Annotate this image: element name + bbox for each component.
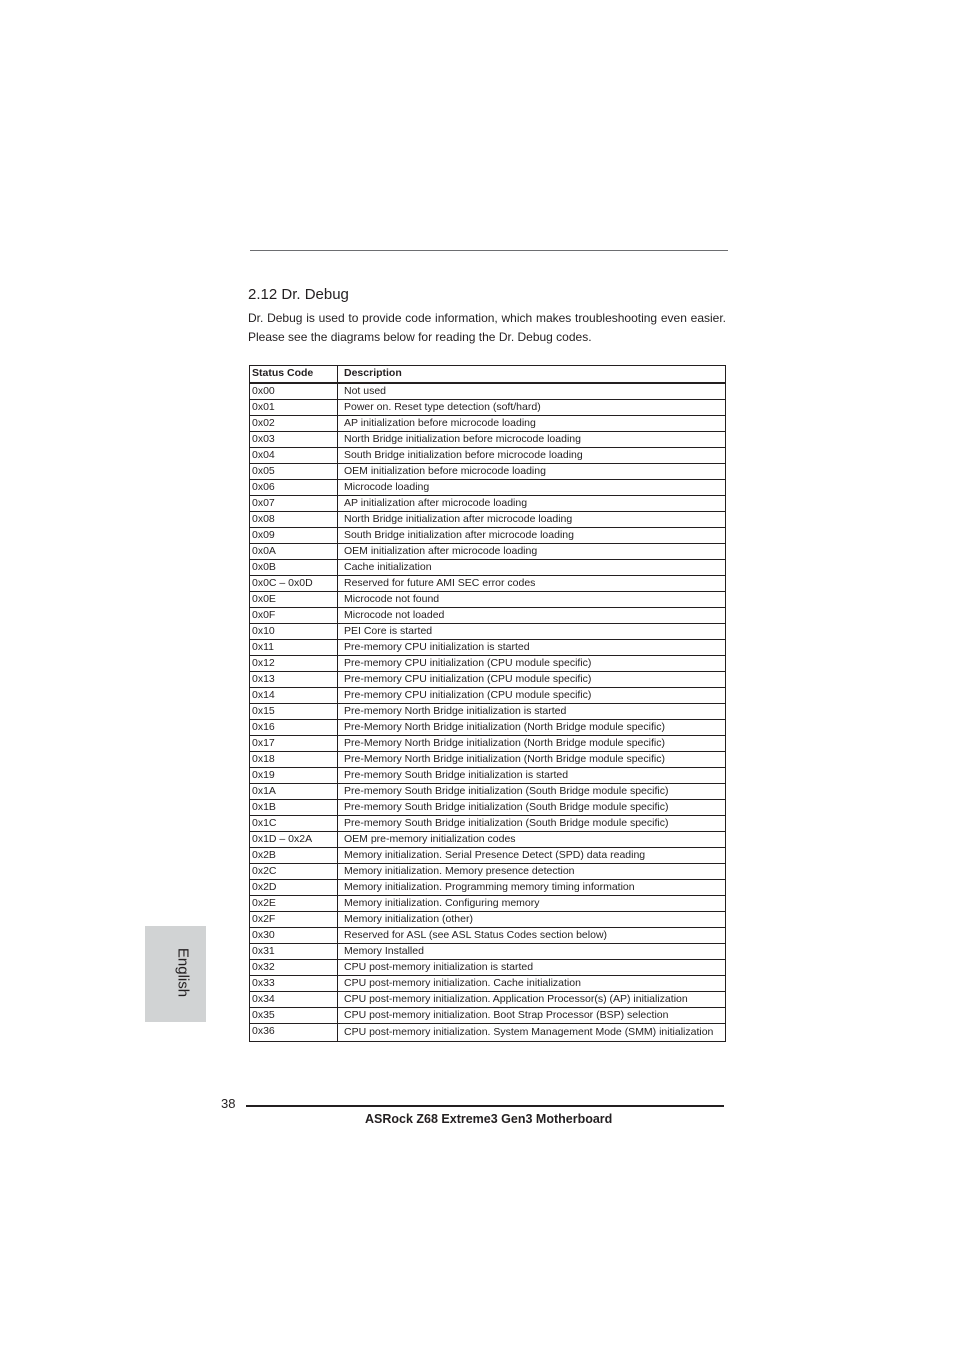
status-code-cell: 0x19 — [250, 768, 338, 784]
status-code-cell: 0x02 — [250, 416, 338, 432]
language-label-text: English — [174, 947, 192, 998]
description-cell: Not used — [338, 383, 726, 400]
description-cell: Memory initialization. Programming memory timing information — [338, 880, 726, 896]
status-code-cell: 0x11 — [250, 640, 338, 656]
description-cell: Power on. Reset type detection (soft/hard) — [338, 400, 726, 416]
description-cell: Microcode not found — [338, 592, 726, 608]
status-code-cell: 0x06 — [250, 480, 338, 496]
status-code-cell: 0x05 — [250, 464, 338, 480]
status-code-cell: 0x03 — [250, 432, 338, 448]
description-cell: Pre-Memory North Bridge initialization (North Bridge module specific) — [338, 736, 726, 752]
section-title: 2.12 Dr. Debug — [248, 286, 349, 303]
table-row — [250, 832, 726, 848]
status-code-cell: 0x2F — [250, 912, 338, 928]
table-row — [250, 1024, 726, 1042]
description-cell: CPU post-memory initialization. Application Processor(s) (AP) initialization — [338, 992, 726, 1008]
status-code-cell: 0x34 — [250, 992, 338, 1008]
table-row — [250, 784, 726, 800]
table-row — [250, 656, 726, 672]
status-code-cell: 0x0E — [250, 592, 338, 608]
description-cell: Pre-memory South Bridge initialization (South Bridge module specific) — [338, 816, 726, 832]
table-row — [250, 864, 726, 880]
table-row — [250, 688, 726, 704]
description-cell: Pre-memory CPU initialization (CPU module specific) — [338, 656, 726, 672]
table-row — [250, 976, 726, 992]
description-cell: OEM initialization before microcode loading — [338, 464, 726, 480]
table-row — [250, 416, 726, 432]
status-code-cell: 0x09 — [250, 528, 338, 544]
table-body — [250, 383, 726, 1042]
table-row — [250, 640, 726, 656]
top-divider — [250, 250, 728, 251]
status-code-cell: 0x07 — [250, 496, 338, 512]
description-cell: OEM pre-memory initialization codes — [338, 832, 726, 848]
description-cell: Pre-memory North Bridge initialization is started — [338, 704, 726, 720]
table-row — [250, 880, 726, 896]
status-code-cell: 0x16 — [250, 720, 338, 736]
table-row — [250, 464, 726, 480]
status-code-cell: 0x2C — [250, 864, 338, 880]
description-cell: Pre-memory South Bridge initialization (South Bridge module specific) — [338, 784, 726, 800]
table-row — [250, 512, 726, 528]
table-row — [250, 480, 726, 496]
status-code-cell: 0x2E — [250, 896, 338, 912]
status-code-cell: 0x13 — [250, 672, 338, 688]
status-code-cell: 0x1D – 0x2A — [250, 832, 338, 848]
description-cell: Pre-memory South Bridge initialization (South Bridge module specific) — [338, 800, 726, 816]
status-code-table-container — [249, 365, 725, 1042]
table-row — [250, 944, 726, 960]
description-cell: Microcode not loaded — [338, 608, 726, 624]
table-row — [250, 704, 726, 720]
status-code-cell: 0x04 — [250, 448, 338, 464]
description-cell: Memory Installed — [338, 944, 726, 960]
table-row — [250, 400, 726, 416]
description-cell: CPU post-memory initialization is started — [338, 960, 726, 976]
status-code-cell: 0x33 — [250, 976, 338, 992]
table-row — [250, 848, 726, 864]
description-cell: Memory initialization. Serial Presence Detect (SPD) data reading — [338, 848, 726, 864]
description-cell: AP initialization after microcode loading — [338, 496, 726, 512]
status-code-cell: 0x0B — [250, 560, 338, 576]
description-cell: Microcode loading — [338, 480, 726, 496]
table-row — [250, 672, 726, 688]
column-header-status-code: Status Code — [250, 366, 338, 384]
status-code-cell: 0x30 — [250, 928, 338, 944]
description-cell: AP initialization before microcode loading — [338, 416, 726, 432]
table-row — [250, 576, 726, 592]
table-row — [250, 560, 726, 576]
table-row — [250, 448, 726, 464]
status-code-cell: 0x01 — [250, 400, 338, 416]
status-code-cell: 0x00 — [250, 383, 338, 400]
table-header-row — [250, 366, 726, 384]
intro-paragraph: Dr. Debug is used to provide code information, which makes troubleshooting even easier. Please see the diagrams below for reading the Dr. Debug codes. — [248, 311, 726, 344]
description-cell: Pre-Memory North Bridge initialization (North Bridge module specific) — [338, 752, 726, 768]
description-cell: Pre-memory CPU initialization is started — [338, 640, 726, 656]
status-code-table — [249, 365, 726, 1042]
status-code-cell: 0x08 — [250, 512, 338, 528]
table-row — [250, 896, 726, 912]
table-row — [250, 592, 726, 608]
status-code-cell: 0x2D — [250, 880, 338, 896]
description-cell: Cache initialization — [338, 560, 726, 576]
table-row — [250, 928, 726, 944]
description-cell: Pre-memory CPU initialization (CPU module specific) — [338, 688, 726, 704]
description-cell: Memory initialization. Memory presence detection — [338, 864, 726, 880]
table-row — [250, 496, 726, 512]
description-cell: North Bridge initialization before microcode loading — [338, 432, 726, 448]
status-code-cell: 0x1B — [250, 800, 338, 816]
description-cell: CPU post-memory initialization. System Management Mode (SMM) initialization — [338, 1024, 726, 1042]
description-cell: CPU post-memory initialization. Cache initialization — [338, 976, 726, 992]
status-code-cell: 0x1A — [250, 784, 338, 800]
description-cell: South Bridge initialization before microcode loading — [338, 448, 726, 464]
table-row — [250, 1008, 726, 1024]
footer-divider — [246, 1105, 724, 1107]
table-row — [250, 544, 726, 560]
status-code-cell: 0x0A — [250, 544, 338, 560]
table-row — [250, 624, 726, 640]
status-code-cell: 0x18 — [250, 752, 338, 768]
footer-product-name: ASRock Z68 Extreme3 Gen3 Motherboard — [365, 1112, 613, 1126]
table-row — [250, 720, 726, 736]
description-cell: South Bridge initialization after microcode loading — [338, 528, 726, 544]
status-code-cell: 0x36 — [250, 1024, 338, 1042]
description-cell: Pre-memory South Bridge initialization is started — [338, 768, 726, 784]
description-cell: Memory initialization. Configuring memory — [338, 896, 726, 912]
table-row — [250, 528, 726, 544]
table-row — [250, 816, 726, 832]
status-code-cell: 0x31 — [250, 944, 338, 960]
table-row — [250, 608, 726, 624]
table-row — [250, 768, 726, 784]
table-row — [250, 912, 726, 928]
status-code-cell: 0x0F — [250, 608, 338, 624]
status-code-cell: 0x0C – 0x0D — [250, 576, 338, 592]
column-header-description: Description — [338, 366, 726, 384]
table-row — [250, 800, 726, 816]
description-cell: PEI Core is started — [338, 624, 726, 640]
description-cell: Reserved for future AMI SEC error codes — [338, 576, 726, 592]
status-code-cell: 0x12 — [250, 656, 338, 672]
description-cell: Memory initialization (other) — [338, 912, 726, 928]
status-code-cell: 0x2B — [250, 848, 338, 864]
table-row — [250, 992, 726, 1008]
status-code-cell: 0x32 — [250, 960, 338, 976]
table-row — [250, 960, 726, 976]
table-row — [250, 383, 726, 400]
page-number: 38 — [221, 1096, 236, 1111]
table-row — [250, 736, 726, 752]
status-code-cell: 0x1C — [250, 816, 338, 832]
description-cell: Pre-Memory North Bridge initialization (North Bridge module specific) — [338, 720, 726, 736]
description-cell: Reserved for ASL (see ASL Status Codes section below) — [338, 928, 726, 944]
description-cell: OEM initialization after microcode loading — [338, 544, 726, 560]
status-code-cell: 0x35 — [250, 1008, 338, 1024]
status-code-cell: 0x10 — [250, 624, 338, 640]
description-cell: CPU post-memory initialization. Boot Strap Processor (BSP) selection — [338, 1008, 726, 1024]
status-code-cell: 0x15 — [250, 704, 338, 720]
description-cell: Pre-memory CPU initialization (CPU module specific) — [338, 672, 726, 688]
description-cell: North Bridge initialization after microcode loading — [338, 512, 726, 528]
table-row — [250, 432, 726, 448]
status-code-cell: 0x17 — [250, 736, 338, 752]
status-code-cell: 0x14 — [250, 688, 338, 704]
table-row — [250, 752, 726, 768]
